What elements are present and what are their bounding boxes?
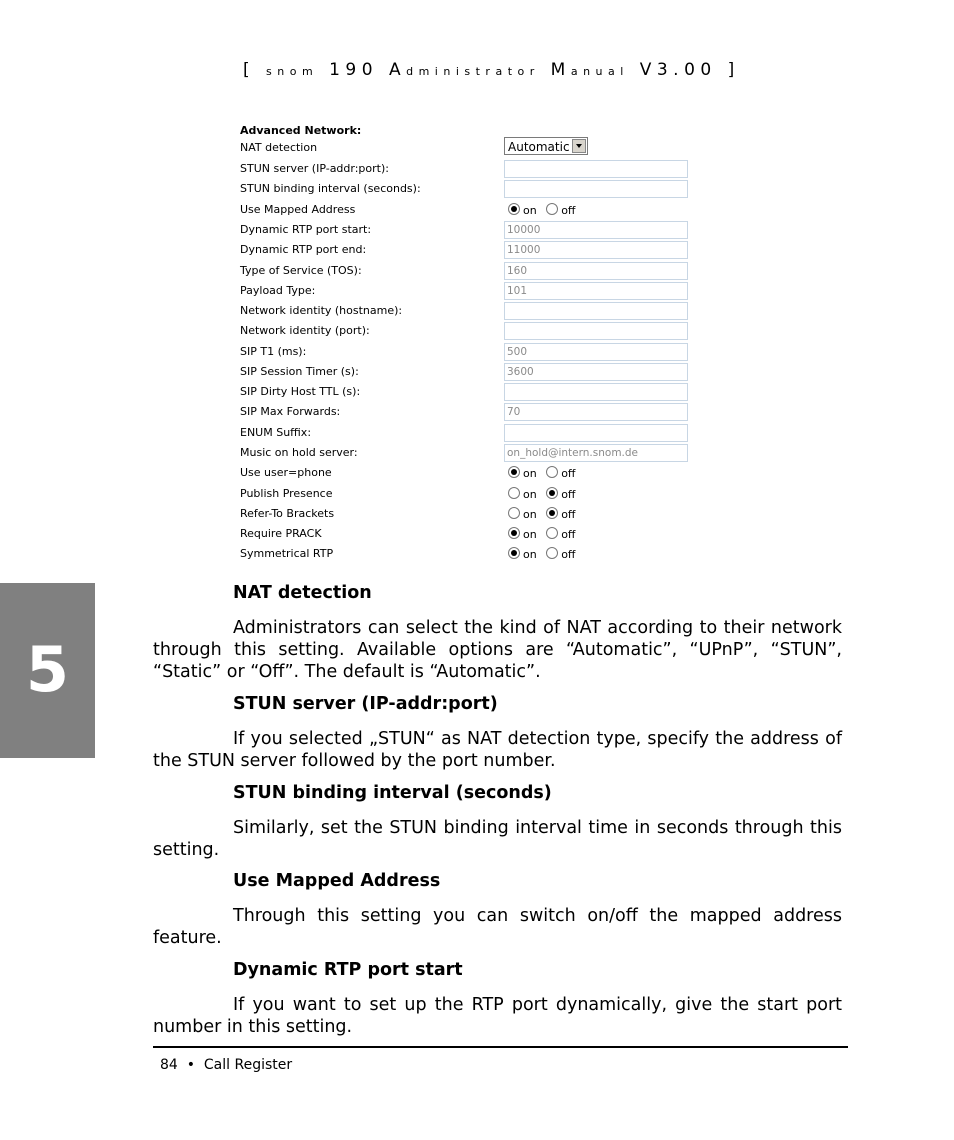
chapter-number: 5 [25,633,70,706]
row-stun-server [240,160,710,180]
paragraph: Administrators can select the kind of NAT according to their network through this setting. Available options are “Automatic”, “UPnP”, “STUN”, “Static” or “Off”. The default is “Automatic”. [153,618,842,682]
use-mapped-address-radios [508,203,582,217]
header-word2-rest: anual [570,65,629,78]
stun-server-input[interactable] [504,160,688,178]
symmetrical-rtp-radios [508,547,582,561]
field-label: NAT detection [240,141,318,154]
radio-off[interactable] [546,507,558,519]
refer-to-brackets-radios [508,507,582,521]
stun-binding-interval-input[interactable] [504,180,688,198]
section-heading: STUN binding interval (seconds) [233,783,552,803]
section-body [153,905,842,949]
radio-on[interactable] [508,507,520,519]
radio-off-label: off [561,467,576,480]
nat-detection-select[interactable] [504,137,588,155]
radio-off[interactable] [546,547,558,559]
radio-on[interactable] [508,527,520,539]
bracket-close: ] [727,60,740,80]
section-body [153,994,842,1038]
section-heading: Use Mapped Address [233,871,441,891]
chevron-down-icon[interactable] [572,139,586,153]
row-use-mapped-address [240,201,710,221]
network-identity-hostname-input[interactable] [504,302,688,320]
row-rtp-port-start [240,221,710,241]
paragraph: Through this setting you can switch on/off the mapped address feature. [153,906,842,948]
chapter-tab [0,583,95,758]
field-label: Type of Service (TOS): [240,264,362,277]
row-sip-dirty-host-ttl [240,383,710,403]
row-use-user-phone [240,464,710,484]
radio-off-label: off [561,528,576,541]
field-label: Use Mapped Address [240,203,356,216]
row-require-prack [240,525,710,545]
paragraph: If you want to set up the RTP port dynamically, give the start port number in this setting. [153,995,842,1037]
field-label: ENUM Suffix: [240,426,312,439]
header-model: 190 [329,60,379,80]
footer-section: Call Register [203,1057,293,1073]
form-title: Advanced Network: [240,124,362,137]
enum-suffix-input[interactable] [504,424,688,442]
header-version: V3.00 [639,60,717,80]
music-on-hold-server-input[interactable]: on_hold@intern.snom.de [504,444,688,462]
section-body [153,817,842,861]
paragraph: Similarly, set the STUN binding interval time in seconds through this setting. [153,818,842,860]
bullet-icon: • [186,1057,195,1073]
row-sip-session-timer [240,363,710,383]
radio-on[interactable] [508,547,520,559]
field-label: Network identity (hostname): [240,304,403,317]
row-nat-detection [240,139,710,159]
header-word1-rest: dministrator [406,65,540,78]
row-network-identity-hostname [240,302,710,322]
row-enum-suffix [240,424,710,444]
header-word1-initial: A [388,60,407,80]
field-label: Dynamic RTP port end: [240,243,367,256]
radio-on[interactable] [508,466,520,478]
section-body [153,728,842,772]
sip-dirty-host-ttl-input[interactable] [504,383,688,401]
use-user-phone-radios [508,466,582,480]
radio-off-label: off [561,508,576,521]
field-label: SIP T1 (ms): [240,345,307,358]
rtp-port-end-input[interactable]: 11000 [504,241,688,259]
radio-on[interactable] [508,203,520,215]
row-sip-max-forwards [240,403,710,423]
field-label: Payload Type: [240,284,316,297]
field-label: SIP Session Timer (s): [240,365,359,378]
header-word2-initial: M [550,60,571,80]
field-label: STUN server (IP-addr:port): [240,162,389,175]
field-label: Require PRACK [240,527,322,540]
field-label: Dynamic RTP port start: [240,223,372,236]
row-network-identity-port [240,322,710,342]
page-footer [160,1057,292,1073]
select-value: Automatic [508,140,570,154]
section-heading: NAT detection [233,583,372,603]
row-tos [240,262,710,282]
row-payload-type [240,282,710,302]
field-label: STUN binding interval (seconds): [240,182,421,195]
radio-off[interactable] [546,466,558,478]
sip-t1-input[interactable]: 500 [504,343,688,361]
row-refer-to-brackets [240,505,710,525]
sip-session-timer-input[interactable]: 3600 [504,363,688,381]
field-label: SIP Dirty Host TTL (s): [240,385,361,398]
tos-input[interactable]: 160 [504,262,688,280]
radio-on-label: on [523,488,537,501]
row-stun-binding-interval [240,180,710,200]
sip-max-forwards-input[interactable]: 70 [504,403,688,421]
field-label: Network identity (port): [240,324,370,337]
radio-off-label: off [561,548,576,561]
page-number: 84 [160,1057,178,1073]
header-brand: snom [266,65,319,78]
section-heading: Dynamic RTP port start [233,960,463,980]
network-identity-port-input[interactable] [504,322,688,340]
row-music-on-hold-server [240,444,710,464]
footer-divider [153,1046,848,1048]
field-label: Music on hold server: [240,446,358,459]
section-heading: STUN server (IP-addr:port) [233,694,498,714]
require-prack-radios [508,527,582,541]
field-label: Refer-To Brackets [240,507,335,520]
row-rtp-port-end [240,241,710,261]
radio-off[interactable] [546,527,558,539]
radio-on-label: on [523,508,537,521]
radio-on-label: on [523,528,537,541]
row-sip-t1 [240,343,710,363]
rtp-port-start-input[interactable]: 10000 [504,221,688,239]
bracket-open: [ [243,60,256,80]
radio-off-label: off [561,488,576,501]
radio-off[interactable] [546,487,558,499]
publish-presence-radios [508,487,582,501]
row-publish-presence [240,485,710,505]
radio-off[interactable] [546,203,558,215]
radio-on-label: on [523,548,537,561]
section-body [153,617,842,683]
payload-type-input[interactable]: 101 [504,282,688,300]
radio-off-label: off [561,204,576,217]
radio-on[interactable] [508,487,520,499]
paragraph: If you selected „STUN“ as NAT detection type, specify the address of the STUN server followed by the port number. [153,729,842,771]
running-header [243,60,803,80]
field-label: Use user=phone [240,466,332,479]
field-label: Publish Presence [240,487,333,500]
radio-on-label: on [523,467,537,480]
radio-on-label: on [523,204,537,217]
row-symmetrical-rtp [240,545,710,565]
field-label: SIP Max Forwards: [240,405,341,418]
field-label: Symmetrical RTP [240,547,334,560]
